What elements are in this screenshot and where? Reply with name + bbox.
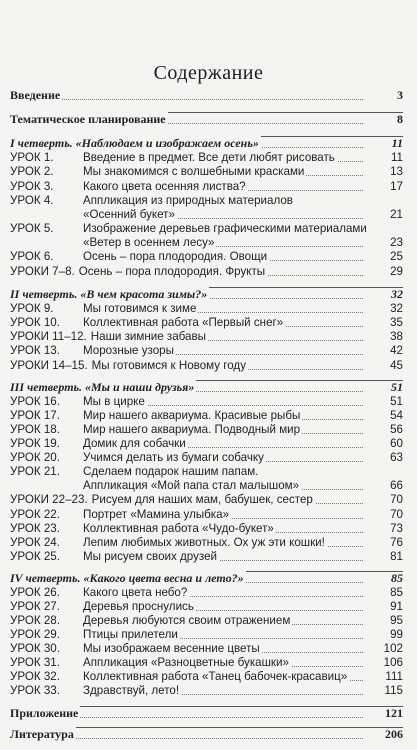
entry-title: Мы знакомимся с волшебными красками xyxy=(83,165,305,178)
toc-lesson-entry[interactable] xyxy=(10,521,403,536)
entry-title: Мы в цирке xyxy=(83,395,145,408)
lesson-number: УРОК 5. xyxy=(10,222,54,235)
toc-lesson-entry[interactable] xyxy=(10,408,403,423)
entry-title: Аппликация из природных материалов xyxy=(83,194,293,207)
toc-lesson-entry[interactable] xyxy=(10,394,403,409)
entry-title: «Осенний букет» xyxy=(83,208,175,221)
page-number: 51 xyxy=(390,395,403,408)
page-number: 38 xyxy=(390,330,403,343)
entry-title: Сделаем подарок нашим папам. xyxy=(83,465,259,478)
page-number: 70 xyxy=(390,493,403,506)
entry-title: Мир нашего аквариума. Подводный мир xyxy=(83,423,301,436)
toc-lesson-entry[interactable] xyxy=(10,150,403,165)
entry-title: II четверть. «В чем красота зимы?» xyxy=(10,287,208,301)
toc-lesson-entry[interactable] xyxy=(10,329,403,344)
page-number: 66 xyxy=(390,479,403,492)
page-number: 3 xyxy=(397,88,403,102)
entry-title: Введение в предмет. Все дети любят рисовать xyxy=(83,151,335,164)
lesson-number: УРОК 20. xyxy=(10,451,60,464)
entry-title: Литература xyxy=(10,727,74,741)
toc-lesson-entry[interactable] xyxy=(10,450,403,465)
entry-title: Деревья любуются своим отражением xyxy=(83,614,291,627)
lesson-number: УРОК 31. xyxy=(10,656,60,669)
toc-lesson-entry[interactable] xyxy=(10,613,403,628)
page-number: 25 xyxy=(390,250,403,263)
toc-lesson-entry[interactable] xyxy=(10,655,403,670)
entry-title: Какого цвета небо? xyxy=(83,586,188,599)
lesson-number: УРОК 27. xyxy=(10,600,60,613)
toc-lesson-entry[interactable] xyxy=(10,641,403,656)
entry-title: Осень – пора плодородия. Овощи xyxy=(83,250,268,263)
lesson-number: УРОК 4. xyxy=(10,194,54,207)
page-number: 23 xyxy=(390,236,403,249)
toc-lesson-entry[interactable] xyxy=(10,492,403,507)
page-number: 70 xyxy=(390,508,403,521)
entry-title: Портрет «Мамина улыбка» xyxy=(83,508,230,521)
page-number: 76 xyxy=(390,536,403,549)
entry-title: Мы готовимся к зиме xyxy=(83,302,197,315)
toc-lesson-entry[interactable] xyxy=(10,164,403,179)
entry-title: Мы рисуем своих друзей xyxy=(83,550,217,563)
toc-chapter-entry[interactable] xyxy=(10,88,403,103)
page-number: 56 xyxy=(390,423,403,436)
entry-title: Деревья проснулись xyxy=(83,600,194,613)
toc-lesson-entry[interactable] xyxy=(10,422,403,437)
lesson-number: УРОК 3. xyxy=(10,180,54,193)
entry-title: Тематическое планирование xyxy=(10,112,166,126)
entry-title: Мир нашего аквариума. Красивые рыбы xyxy=(83,409,301,422)
toc-lesson-entry[interactable] xyxy=(10,535,403,550)
entry-title: «Ветер в осеннем лесу» xyxy=(83,236,215,249)
lesson-number: УРОК 32. xyxy=(10,670,60,683)
page-number: 32 xyxy=(391,287,403,301)
page-number: 29 xyxy=(390,265,403,278)
entry-title: Учимся делать из бумаги собачку xyxy=(83,451,264,464)
page-number: 85 xyxy=(391,571,403,585)
page-number: 54 xyxy=(390,409,403,422)
entry-title: Мы готовимся к Новому году xyxy=(91,359,246,372)
page-number: 206 xyxy=(385,727,403,741)
lesson-number: УРОК 6. xyxy=(10,250,54,263)
page-number: 99 xyxy=(390,628,403,641)
page-number: 73 xyxy=(390,522,403,535)
page-number: 51 xyxy=(391,380,403,394)
toc-lesson-entry[interactable] xyxy=(10,264,403,279)
page-number: 32 xyxy=(390,302,403,315)
page-number: 11 xyxy=(391,136,403,150)
lesson-number: УРОКИ 11–12. xyxy=(10,330,87,343)
toc-lesson-entry[interactable] xyxy=(10,549,403,564)
lesson-number: УРОК 26. xyxy=(10,586,60,599)
lesson-number: УРОК 30. xyxy=(10,642,60,655)
entry-title: I четверть. «Наблюдаем и изображаем осень» xyxy=(10,136,259,150)
lesson-number: УРОК 29. xyxy=(10,628,60,641)
page-number: 8 xyxy=(397,112,403,126)
page-number: 95 xyxy=(390,614,403,627)
entry-title: Коллективная работа «Первый снег» xyxy=(83,316,284,329)
toc-lesson-entry[interactable] xyxy=(10,315,403,330)
page-number: 85 xyxy=(390,586,403,599)
toc-lesson-entry[interactable] xyxy=(10,669,403,684)
toc-lesson-entry[interactable] xyxy=(10,599,403,614)
page-number: 121 xyxy=(385,706,403,720)
page-number: 63 xyxy=(390,451,403,464)
entry-title: Морозные узоры xyxy=(83,344,174,357)
entry-title: Лепим любимых животных. Ох уж эти кошки! xyxy=(83,536,325,549)
toc-section-heading[interactable] xyxy=(10,136,403,151)
entry-title: Мы изображаем весенние цветы xyxy=(83,642,260,655)
page-number: 45 xyxy=(390,359,403,372)
page-number: 13 xyxy=(390,165,403,178)
entry-title: IV четверть. «Какого цвета весна и лето?» xyxy=(10,571,244,585)
lesson-number: УРОК 9. xyxy=(10,302,54,315)
toc-chapter-entry[interactable] xyxy=(10,112,403,127)
page-title: Содержание xyxy=(153,62,264,84)
entry-title: Наши зимние забавы xyxy=(90,330,206,343)
toc-lesson-entry[interactable] xyxy=(10,436,403,451)
page-number: 35 xyxy=(390,316,403,329)
lesson-number: УРОК 19. xyxy=(10,437,60,450)
lesson-number: УРОК 17. xyxy=(10,409,60,422)
toc-lesson-entry[interactable] xyxy=(10,683,403,698)
lesson-number: УРОК 18. xyxy=(10,423,60,436)
toc-lesson-entry[interactable] xyxy=(10,358,403,373)
entry-title: III четверть. «Мы и наши друзья» xyxy=(10,380,195,394)
entry-title: Домик для собачки xyxy=(83,437,186,450)
lesson-number: УРОК 21. xyxy=(10,465,60,478)
page-number: 91 xyxy=(390,600,403,613)
toc-lesson-entry[interactable] xyxy=(10,221,403,236)
page-number: 115 xyxy=(384,684,403,697)
entry-title: Аппликация «Разноцветные букашки» xyxy=(83,656,289,669)
page-number: 60 xyxy=(390,437,403,450)
toc-lesson-entry[interactable] xyxy=(10,507,403,522)
entry-title: Изображение деревьев графическими материалами xyxy=(83,222,367,235)
lesson-number: УРОК 22. xyxy=(10,508,60,521)
entry-title: Осень – пора плодородия. Фрукты xyxy=(78,265,266,278)
entry-title: Коллективная работа «Чудо-букет» xyxy=(83,522,274,535)
toc-lesson-entry[interactable] xyxy=(10,478,403,493)
page-number: 17 xyxy=(390,180,403,193)
entry-title: Здравствуй, лето! xyxy=(83,684,180,697)
toc-lesson-entry[interactable] xyxy=(10,207,403,222)
entry-title: Введение xyxy=(10,88,61,102)
page-number: 81 xyxy=(390,550,403,563)
toc-lesson-entry[interactable] xyxy=(10,235,403,250)
entry-title: Птицы прилетели xyxy=(83,628,178,641)
page-number: 102 xyxy=(383,642,403,655)
toc-chapter-entry[interactable] xyxy=(10,727,403,742)
entry-title: Аппликация «Мой папа стал малышом» xyxy=(83,479,300,492)
toc-lesson-entry[interactable] xyxy=(10,249,403,264)
entry-title: Приложение xyxy=(10,706,79,720)
lesson-number: УРОК 2. xyxy=(10,165,54,178)
lesson-number: УРОК 28. xyxy=(10,614,60,627)
page-number: 106 xyxy=(383,656,403,669)
toc-lesson-entry[interactable] xyxy=(10,179,403,194)
lesson-number: УРОК 16. xyxy=(10,395,60,408)
lesson-number: УРОК 23. xyxy=(10,522,60,535)
toc-lesson-entry[interactable] xyxy=(10,464,403,479)
lesson-number: УРОК 13. xyxy=(10,344,60,357)
lesson-number: УРОК 24. xyxy=(10,536,60,549)
toc-lesson-entry[interactable] xyxy=(10,627,403,642)
toc-lesson-entry[interactable] xyxy=(10,343,403,358)
lesson-number: УРОКИ 14–15. xyxy=(10,359,88,372)
toc-section-heading[interactable] xyxy=(10,380,403,395)
entry-title: Какого цвета осенняя листва? xyxy=(83,180,246,193)
page-number: 11 xyxy=(390,151,403,164)
entry-title: Рисуем для наших мам, бабушек, сестер xyxy=(91,493,313,506)
lesson-number: УРОК 33. xyxy=(10,684,60,697)
toc-chapter-entry[interactable] xyxy=(10,706,403,721)
toc-lesson-entry[interactable] xyxy=(10,585,403,600)
lesson-number: УРОК 25. xyxy=(10,550,60,563)
lesson-number: УРОКИ 22–23. xyxy=(10,493,88,506)
page-number: 42 xyxy=(390,344,403,357)
toc-lesson-entry[interactable] xyxy=(10,193,403,208)
toc-section-heading[interactable] xyxy=(10,287,403,302)
lesson-number: УРОК 1. xyxy=(10,151,54,164)
toc-lesson-entry[interactable] xyxy=(10,301,403,316)
page-number: 21 xyxy=(390,208,403,221)
entry-title: Коллективная работа «Танец бабочек-красавиц» xyxy=(83,670,348,683)
lesson-number: УРОКИ 7–8. xyxy=(10,265,75,278)
toc-section-heading[interactable] xyxy=(10,571,403,586)
lesson-number: УРОК 10. xyxy=(10,316,60,329)
page-number: 111 xyxy=(385,670,403,683)
